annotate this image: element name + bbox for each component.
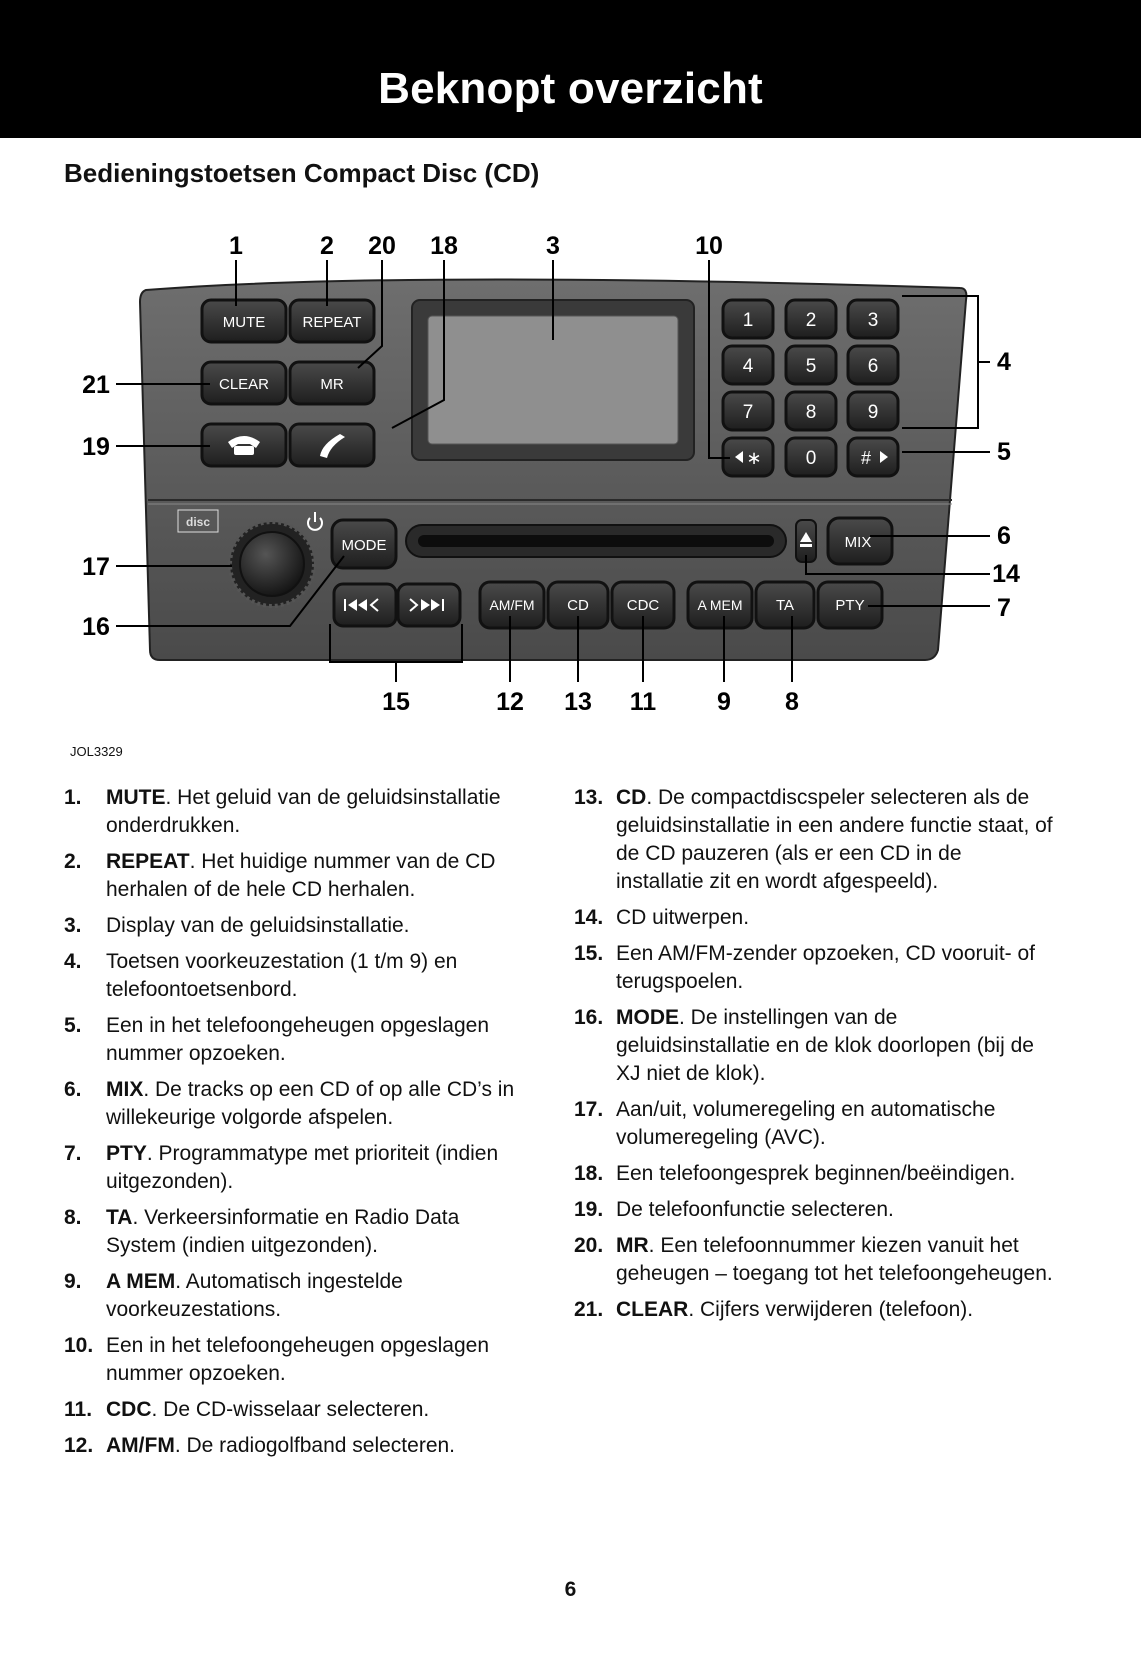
list-item [64,1140,534,1196]
callout-3: 3 [546,232,560,260]
callout-21: 21 [82,371,110,399]
callout-6: 6 [997,522,1011,550]
item-number: 20. [574,1234,604,1257]
keypad-key-star[interactable] [723,438,773,476]
item-number: 7. [64,1142,82,1165]
item-number: 11. [64,1398,93,1421]
item-number: 19. [574,1198,604,1221]
callout-8: 8 [785,688,799,716]
callout-4: 4 [997,348,1011,376]
callout-9: 9 [717,688,731,716]
item-number: 4. [64,950,82,973]
clear-button[interactable] [202,362,286,404]
callout-2: 2 [320,232,334,260]
item-description: Display van de geluidsinstallatie. [106,914,410,937]
callout-16: 16 [82,613,110,641]
item-description: . De tracks op een CD of op alle CD’s in willekeurige volgorde afspelen. [106,1078,515,1129]
radio-figure [0,230,1141,760]
amfm-button[interactable] [480,582,544,628]
item-text [616,1096,1054,1152]
phone-select-button[interactable] [202,424,286,466]
item-number: 12. [64,1434,94,1457]
list-item [64,1432,534,1460]
item-description: De telefoonfunctie selecteren. [616,1198,894,1221]
mr-button[interactable] [290,362,374,404]
item-description: . Het huidige nummer van de CD herhalen of de hele CD herhalen. [106,850,496,901]
amem-button[interactable] [688,582,752,628]
seek-back-button[interactable] [334,584,396,626]
key-9-label: 9 [867,402,879,423]
list-item [64,1268,534,1324]
list-item [574,1160,1054,1188]
mix-button[interactable] [828,518,892,564]
ta-label: TA [775,597,795,614]
item-text [616,940,1054,996]
svg-text:#: # [860,448,872,468]
mode-label: MODE [341,537,387,554]
mr-label: MR [320,376,344,393]
keypad-key-8[interactable] [786,392,836,430]
item-number: 10. [64,1334,94,1357]
item-text [616,1160,1054,1188]
mute-label: MUTE [222,314,266,331]
key-3-label: 3 [867,310,879,331]
volume-knob[interactable] [230,522,314,606]
keypad-key-6[interactable] [848,346,898,384]
item-keyword: REPEAT [106,850,190,873]
item-number: 13. [574,786,604,809]
item-number: 6. [64,1078,82,1101]
item-text [616,1296,1054,1324]
item-number: 21. [574,1298,604,1321]
item-keyword: CD [616,786,647,809]
list-item [64,1012,534,1068]
key-1-label: 1 [742,310,754,331]
item-number: 5. [64,1014,82,1037]
cdc-label: CDC [626,597,660,614]
ta-button[interactable] [756,582,814,628]
handset-button[interactable] [290,424,374,466]
item-keyword: MR [616,1234,649,1257]
list-item [64,784,534,840]
key-2-label: 2 [805,310,817,331]
mode-button[interactable] [332,520,396,568]
item-text [106,912,534,940]
callout-11: 11 [629,688,657,716]
key-4-label: 4 [742,356,754,377]
item-keyword: CDC [106,1398,152,1421]
callout-14: 14 [992,560,1020,588]
items-left-column [64,784,534,1468]
item-text [616,904,1054,932]
list-item [64,1396,534,1424]
item-text [106,1432,534,1460]
section-subtitle: Bedieningstoetsen Compact Disc (CD) [64,158,540,188]
mix-label: MIX [844,534,872,551]
pty-label: PTY [835,597,865,614]
item-number: 8. [64,1206,82,1229]
item-description: . Programmatype met prioriteit (indien uitgezonden). [106,1142,499,1193]
callout-18: 18 [430,232,458,260]
item-keyword: MIX [106,1078,144,1101]
figure-code: JOL3329 [70,744,123,759]
item-keyword: MODE [616,1006,679,1029]
keypad-key-9[interactable] [848,392,898,430]
item-description: . De compactdiscspeler selecteren als de geluidsinstallatie in een andere functie staat, of de CD pauzeren (als er een CD in de installatie zit en wordt afgespeeld). [616,786,1053,893]
items-right-column [574,784,1054,1332]
callout-1: 1 [229,232,243,260]
key-6-label: 6 [867,356,879,377]
key-8-label: 8 [805,402,817,423]
callout-13: 13 [564,688,592,716]
seek-forward-button[interactable] [398,584,460,626]
list-item [574,1196,1054,1224]
item-text [106,848,534,904]
keypad-key-1[interactable] [723,300,773,338]
item-keyword: AM/FM [106,1434,175,1457]
item-text [616,1004,1054,1088]
item-description: Aan/uit, volumeregeling en automatische volumeregeling (AVC). [616,1098,996,1149]
item-description: . Automatisch ingestelde voorkeuzestations. [106,1270,403,1321]
keypad-key-3[interactable] [848,300,898,338]
key-0-label: 0 [805,448,817,469]
item-text [616,784,1054,896]
mute-button[interactable] [202,300,286,342]
callout-20: 20 [368,232,396,260]
item-description: Een in het telefoongeheugen opgeslagen nummer opzoeken. [106,1334,490,1385]
amem-label: A MEM [697,597,743,613]
item-text [106,1204,534,1260]
list-item [574,904,1054,932]
callout-17: 17 [82,553,110,581]
list-item [574,784,1054,896]
item-description: . De instellingen van de geluidsinstallatie en de klok doorlopen (bij de XJ niet de klok). [616,1006,1034,1085]
list-item [574,1004,1054,1088]
item-text [106,1396,534,1424]
keypad-key-0[interactable] [786,438,836,476]
item-description: . De radiogolfband selecteren. [174,1434,456,1457]
repeat-label: REPEAT [302,314,362,331]
amfm-label: AM/FM [489,597,535,613]
key-5-label: 5 [805,356,817,377]
item-number: 3. [64,914,82,937]
item-number: 18. [574,1162,604,1185]
list-item [64,1204,534,1260]
callout-10: 10 [695,232,723,260]
callout-5: 5 [997,438,1011,466]
item-text [106,948,534,1004]
item-keyword: CLEAR [616,1298,689,1321]
page-number: 6 [564,1578,577,1601]
item-keyword: MUTE [106,786,166,809]
item-number: 9. [64,1270,82,1293]
keypad-key-4[interactable] [723,346,773,384]
cd-slot [418,535,774,547]
item-number: 1. [64,786,82,809]
item-keyword: A MEM [106,1270,176,1293]
list-item [574,1296,1054,1324]
list-item [64,912,534,940]
item-number: 17. [574,1098,604,1121]
item-description: . Cijfers verwijderen (telefoon). [688,1298,974,1321]
item-text [106,1332,534,1388]
callout-7: 7 [997,594,1011,622]
list-item [64,1332,534,1388]
item-text [106,784,534,840]
callout-12: 12 [496,688,524,716]
cd-label: CD [567,597,589,614]
list-item [64,1076,534,1132]
repeat-button[interactable] [290,300,374,342]
keypad-key-hash[interactable] [848,438,898,476]
item-text [106,1012,534,1068]
item-description: Een telefoongesprek beginnen/beëindigen. [616,1162,1016,1185]
item-description: CD uitwerpen. [616,906,750,929]
list-item [64,948,534,1004]
item-description: Een AM/FM-zender opzoeken, CD vooruit- of terugspoelen. [616,942,1036,993]
keypad-key-5[interactable] [786,346,836,384]
list-item [574,940,1054,996]
item-text [616,1232,1054,1288]
item-description: . Het geluid van de geluidsinstallatie onderdrukken. [106,786,501,837]
svg-text:disc: disc [185,515,211,529]
item-number: 15. [574,942,604,965]
radio-panel-illustration [0,230,1141,760]
item-text [106,1140,534,1196]
list-item [64,848,534,904]
item-text [106,1268,534,1324]
item-description: . Verkeersinformatie en Radio Data System (indien uitgezonden). [106,1206,460,1257]
item-description: Toetsen voorkeuzestation (1 t/m 9) en telefoontoetsenbord. [106,950,458,1001]
item-description: . Een telefoonnummer kiezen vanuit het geheugen – toegang tot het telefoongeheugen. [616,1234,1053,1285]
item-description: Een in het telefoongeheugen opgeslagen nummer opzoeken. [106,1014,490,1065]
svg-text:∗: ∗ [746,448,762,468]
list-item [574,1096,1054,1152]
key-7-label: 7 [742,402,754,423]
item-number: 16. [574,1006,604,1029]
item-keyword: TA [106,1206,133,1229]
item-number: 2. [64,850,82,873]
item-keyword: PTY [106,1142,147,1165]
callout-15: 15 [382,688,410,716]
item-text [106,1076,534,1132]
keypad-key-7[interactable] [723,392,773,430]
list-item [574,1232,1054,1288]
item-text [616,1196,1054,1224]
keypad-key-2[interactable] [786,300,836,338]
page-header [0,0,1141,138]
item-description: . De CD-wisselaar selecteren. [151,1398,430,1421]
callout-19: 19 [82,433,110,461]
item-number: 14. [574,906,604,929]
page-title: Beknopt overzicht [378,64,763,113]
clear-label: CLEAR [218,376,270,393]
